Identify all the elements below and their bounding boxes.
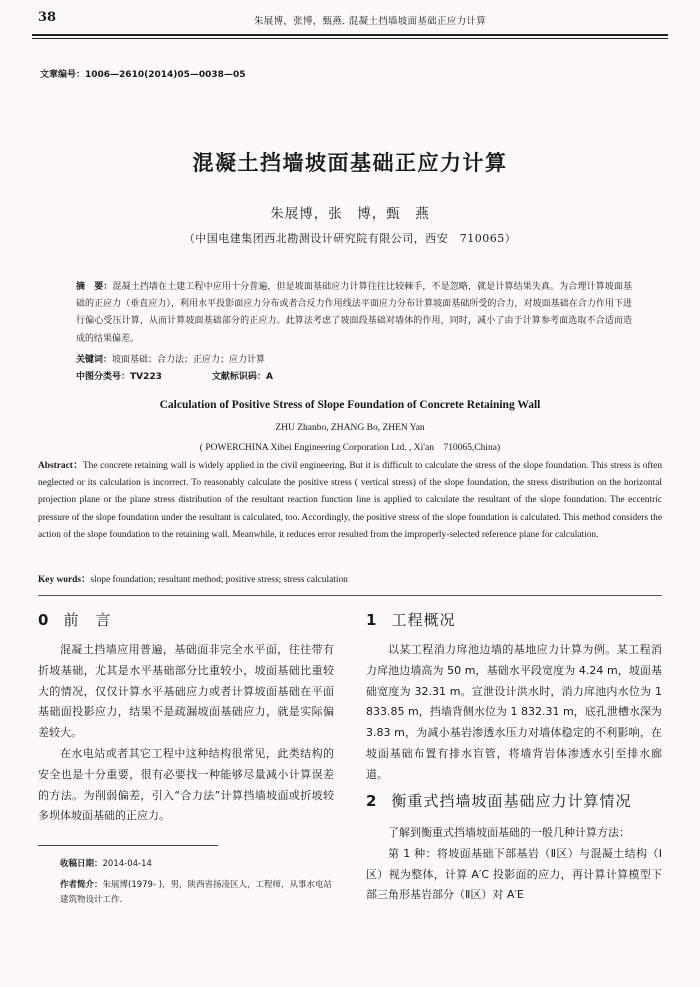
footnote-rule (38, 845, 218, 846)
keywords-cn-label: 关键词： (76, 355, 113, 365)
header-rule (32, 34, 668, 36)
received-label: 收稿日期： (60, 859, 103, 869)
received-date: 2014-04-14 (102, 859, 152, 869)
paragraph: 第 1 种：将坡面基础下部基岩（Ⅱ区）与混凝土结构（Ⅰ区）视为整体，计算 A′C 投影面的应力，再计算计算模型下部三角形基岩部分（Ⅱ区）对 A′E (366, 846, 662, 902)
authors-cn: 朱展博，张 博，甄 燕 (270, 206, 430, 222)
author-bio: 朱展博(1979- )，男，陕西省扬凌区人，工程师，从事水电站建筑物设计工作. (60, 880, 333, 905)
section-body-2 (366, 823, 662, 906)
running-title: 朱展博，张博，甄燕. 混凝土挡墙坡面基础正应力计算 (253, 16, 487, 27)
page-number: 38 (38, 10, 57, 25)
author-bio-label: 作者简介： (60, 880, 103, 890)
abstract-cn-text: 混凝土挡墙在土建工程中应用十分普遍，但是坡面基础应力计算往往比较棘手，不是忽略，就是计算结果失真。为合理计算坡面基础的正应力（垂直应力），利用水平投影面应力分布或者合反力作用线法平面应力分布计算坡面基础所受的合力，对坡面基础在合力作用下进行偏心受压计算，从而计算坡面基础部分的正应力。此算法考虑了坡面段基础对墙体的作用，同时，减小了由于计算参考面选取不合适而造成的结果偏差。 (76, 282, 632, 344)
doc-code-value: A (265, 372, 273, 382)
paragraph: 以某工程消力戽池边墙的基地应力计算为例。某工程消力戽池边墙高为 50 m，基础水平段宽度为 4.24 m，坡面基础宽度为 32.31 m。宣泄设计洪水时，消力戽池内水位为 1 833.85 m，挡墙背侧水位为 1 832.31 m，底孔泄槽水深为 3.83 m，为减小基岩渗透水压力对墙体稳定的不利影响，在坡面基础布置有排水盲管，将墙背岩体渗透水引至排水廊道。 (366, 643, 662, 781)
paragraph: 了解到衡重式挡墙坡面基础的一般几种计算方法： (388, 826, 630, 839)
clc-value: TV223 (130, 372, 162, 382)
section-number: 0 (38, 611, 50, 629)
keywords-en-label: Key words： (38, 575, 91, 585)
section-title: 前 言 (63, 611, 112, 629)
keywords-en-text: slope foundation; resultant method; positive stress; stress calculation (90, 575, 348, 585)
keywords-en (38, 571, 662, 585)
section-heading-2 (366, 790, 631, 811)
abstract-cn (76, 279, 632, 348)
footnote-author (60, 878, 336, 908)
abstract-en-text: The concrete retaining wall is widely applied in the civil engineering. But it is difficult to calculate the stress of the slope foundation. This stress is often neglected or its calculation is incorrect. To reasonably calculate the positive stress ( vertical stress) of the slope foundation, the stress distribution on the horizontal projection plane or the plane stress distribution of the resultant reaction function line is applied to calculate the resultant of the slope foundation. The eccentric pressure of the slope foundation under the resultant is calculated, too. Accordingly, the positive stress of the slope foundation is calculated. This method considers the action of the slope foundation to the retaining wall. Meanwhile, it reduces error resulted from the improperly-selected reference plane for calculation. (38, 461, 663, 540)
article-number: 文章编号：1006—2610(2014)05—0038—05 (40, 70, 246, 80)
clc-label: 中图分类号： (76, 372, 131, 382)
paragraph: 混凝土挡墙应用普遍，基础面非完全水平面，往往带有折坡基础，尤其是水平基础部分比重较小，坡面基础比重较大的情况，仅仅计算水平基础应力或者计算坡面基础在平面基础面投影应力，结果不是疏漏坡面基础应力，就是实际偏差较大。 (38, 643, 334, 740)
section-heading-0 (38, 609, 111, 630)
title-cn: 混凝土挡墙坡面基础正应力计算 (192, 151, 508, 175)
abstract-en (38, 458, 662, 544)
section-body-0 (38, 640, 334, 827)
section-heading-1 (366, 609, 455, 630)
section-number: 1 (366, 611, 378, 629)
classification-line (76, 369, 632, 382)
affiliation-cn: （中国电建集团西北勘测设计研究院有限公司，西安 710065） (183, 232, 517, 245)
affiliation-en: ( POWERCHINA Xibei Engineering Corporation Ltd. , Xi'an 710065,China) (199, 443, 501, 453)
section-number: 2 (366, 792, 378, 810)
paragraph: 在水电站或者其它工程中这种结构很常见，此类结构的安全也是十分重要，很有必要找一种能够尽量减小计算误差的方法。为削弱偏差，引入“合力法”计算挡墙坡面或折坡较多坝体坡面基础的正应力。 (38, 746, 334, 823)
section-title: 工程概况 (391, 611, 456, 629)
section-title: 衡重式挡墙坡面基础应力计算情况 (391, 792, 632, 810)
footnote-received (60, 857, 336, 872)
section-body-1 (366, 640, 662, 786)
title-en: Calculation of Positive Stress of Slope Foundation of Concrete Retaining Wall (159, 399, 541, 411)
abstract-en-label: Abstract： (38, 461, 83, 471)
keywords-cn (76, 352, 632, 365)
authors-en: ZHU Zhanbo, ZHANG Bo, ZHEN Yan (275, 423, 425, 433)
doc-code-label: 文献标识码： (211, 372, 266, 382)
keywords-cn-text: 坡面基础；合力法；正应力；应力计算 (112, 355, 266, 365)
abstract-divider (38, 595, 662, 596)
abstract-cn-label: 摘 要： (76, 282, 113, 292)
header-rule-thin (32, 38, 668, 39)
